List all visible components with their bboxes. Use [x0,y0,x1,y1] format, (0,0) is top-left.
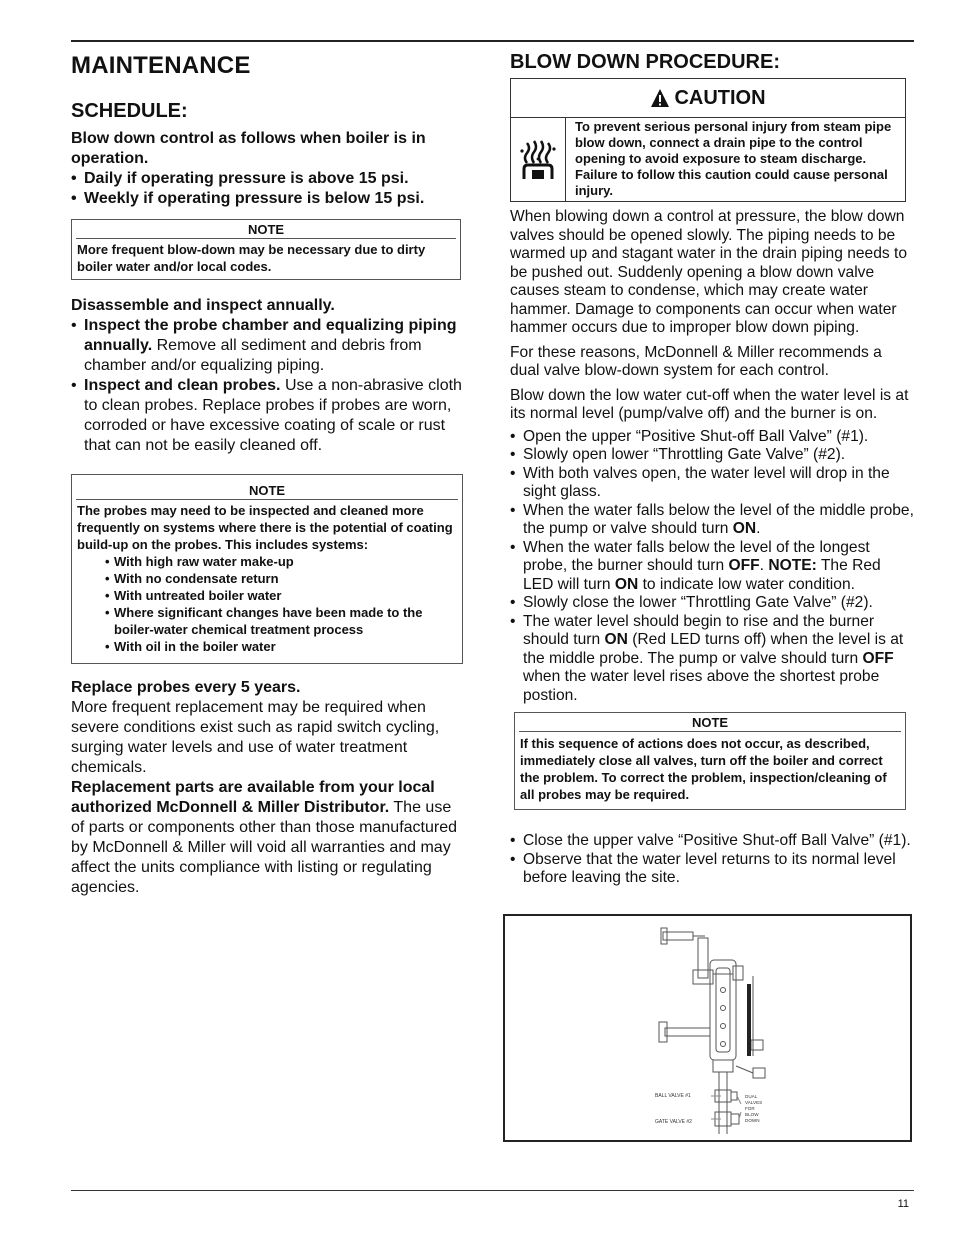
step-emphasis: ON [732,520,757,537]
gate-valve-label: GATE VALVE #2 [655,1119,692,1125]
dual-label-line: FOR [745,1106,755,1111]
note-system-item: • With untreated boiler water [105,587,457,604]
step-item [510,502,915,539]
note-system-list [77,553,457,655]
blowdown-heading: BLOW DOWN PROCEDURE: [510,51,780,73]
step-text: . [756,520,761,537]
blowdown-valve-figure [503,914,912,1142]
caution-text-1: To prevent serious personal injury from steam pipe blow down, connect a drain pipe to the control opening to avoid exposure to steam discharge. [575,119,892,166]
note-heading: NOTE [76,481,458,500]
step-item [510,428,915,447]
note-heading: NOTE [519,713,901,732]
final-steps [510,832,915,888]
parts-bold: Replacement parts are available from your local authorized McDonnell & Miller Distributor. [71,779,435,816]
inspect-list [71,316,463,456]
schedule-list [71,169,463,209]
note-heading: NOTE [76,220,456,239]
final-step-item: • Observe that the water level returns to its normal level before leaving the site. [510,851,915,888]
step-emphasis: NOTE: [768,557,817,574]
inspect-item [71,316,463,376]
schedule-intro: Blow down control as follows when boiler is in operation. [71,130,426,167]
step-text: When the water falls below the level of the longest probe, the burner should turn [523,538,870,574]
schedule-item: • Daily if operating pressure is above 15 psi. [71,169,463,189]
step-text: (Red LED turns off) when the level is at the middle probe. The pump or valve should turn [523,631,904,667]
top-rule [71,40,914,42]
step-emphasis: OFF [862,649,894,667]
blowdown-steps [510,428,915,706]
schedule-heading: SCHEDULE: [71,100,188,122]
warning-icon [650,88,670,108]
step-text: When the water falls below the level of the middle probe, the pump or valve should turn [523,501,914,537]
step-item [510,465,915,502]
inspect-item-bold: Inspect and clean probes. [84,377,281,394]
right-column [510,48,915,888]
ball-valve-label: BALL VALVE #1 [655,1093,691,1099]
inspect-item-text: Remove all sediment and debris from chamber and/or equalizing piping. [84,337,422,374]
caution-title: CAUTION [674,86,766,109]
dual-label-line: VALVES [745,1100,763,1105]
step-item [510,594,915,613]
step-text: The water level should begin to rise and the burner should turn [523,612,875,648]
valve-diagram [505,916,910,1140]
step-item [510,613,915,706]
note-box-sequence [514,712,906,810]
note-box-frequency [71,219,461,280]
step-emphasis: ON [604,631,628,648]
step-text: Slowly close the lower “Throttling Gate Valve” (#2). [523,594,873,611]
note-box-probes [71,474,463,664]
left-column [71,46,463,898]
note-intro: The probes may need to be inspected and cleaned more frequently on systems where there is the potential of coating build-up on the probes. This includes systems: [77,503,453,552]
step-text: Slowly open lower “Throttling Gate Valve” (#2). [523,446,846,463]
inspect-item [71,376,463,456]
schedule-item: • Weekly if operating pressure is below 15 psi. [71,189,463,209]
steam-hazard-icon [511,118,566,201]
page-title: MAINTENANCE [71,52,251,79]
step-text: . [759,557,769,574]
replace-heading: Replace probes every 5 years. [71,679,301,696]
dual-label-line: DUAL [745,1094,758,1099]
step-text: to indicate low water condition. [638,575,855,593]
step-item [510,539,915,595]
parts-text: The use of parts or components other than those manufactured by McDonnell & Miller will void all warranties and may affect the units compliance with listing or regulating agencies. [71,799,458,896]
blowdown-paragraph-2: For these reasons, McDonnell & Miller recommends a dual valve blow-down system for each control. [510,343,882,379]
note-text: More frequent blow-down may be necessary due to dirty boiler water and/or local codes. [77,242,426,274]
step-emphasis: ON [614,575,639,593]
bottom-rule [71,1190,914,1191]
note-body [72,500,462,663]
note-system-item: • With oil in the boiler water [105,638,457,655]
step-text: With both valves open, the water level will drop in the sight glass. [523,464,890,500]
caution-header [511,79,905,118]
note-system-item: • With no condensate return [105,570,457,587]
blowdown-paragraph-1: When blowing down a control at pressure, the blow down valves should be opened slowly. The piping needs to be warmed up and stagant water in the drain piping needs to be pushed out. Suddenly opening a blow down valve causes steam to condense, which may create water hammer. Damage to components can occur when water hammer occurs due to improper blow down piping. [510,208,908,336]
note-system-item: • With high raw water make-up [105,553,457,570]
page-number: 11 [897,1198,909,1210]
note-text: If this sequence of actions does not occur, as described, immediately close all valves, turn off the boiler and correct the problem. To correct the problem, inspection/cleaning of all probes may be required. [520,736,887,802]
replace-text: More frequent replacement may be required when severe conditions exist such as rapid switch cycling, surging water levels and use of water treatment chemicals. [71,699,440,776]
caution-content [511,118,905,201]
disassemble-heading: Disassemble and inspect annually. [71,297,335,314]
dual-label-line: BLOW [745,1112,759,1117]
parts-paragraph [71,778,463,898]
inspect-item-bold: Inspect the probe chamber and equalizing piping annually. [84,317,457,354]
step-text: The Red LED will turn [523,557,881,593]
step-text: when the water level rises above the shortest probe postion. [523,668,880,704]
step-text: Open the upper “Positive Shut-off Ball Valve” (#1). [523,427,869,445]
blowdown-paragraph-3: Blow down the low water cut-off when the water level is at its normal level (pump/valve off) and the burner is on. [510,386,909,422]
inspect-item-text: Use a non-abrasive cloth to clean probes. Replace probes if probes are worn, corroded or have excessive coating of scale or rust that can not be easily cleaned off. [84,377,462,454]
final-step-item: • Close the upper valve “Positive Shut-off Ball Valve” (#1). [510,832,915,851]
note-system-item: • Where significant changes have been made to the boiler-water chemical treatment process [105,604,457,638]
step-emphasis: OFF [728,557,760,574]
step-item [510,446,915,465]
caution-text-2: Failure to follow this caution could cause personal injury. [575,167,888,198]
caution-text [566,118,905,201]
caution-box [510,78,906,202]
dual-label-line: DOWN [745,1118,760,1123]
